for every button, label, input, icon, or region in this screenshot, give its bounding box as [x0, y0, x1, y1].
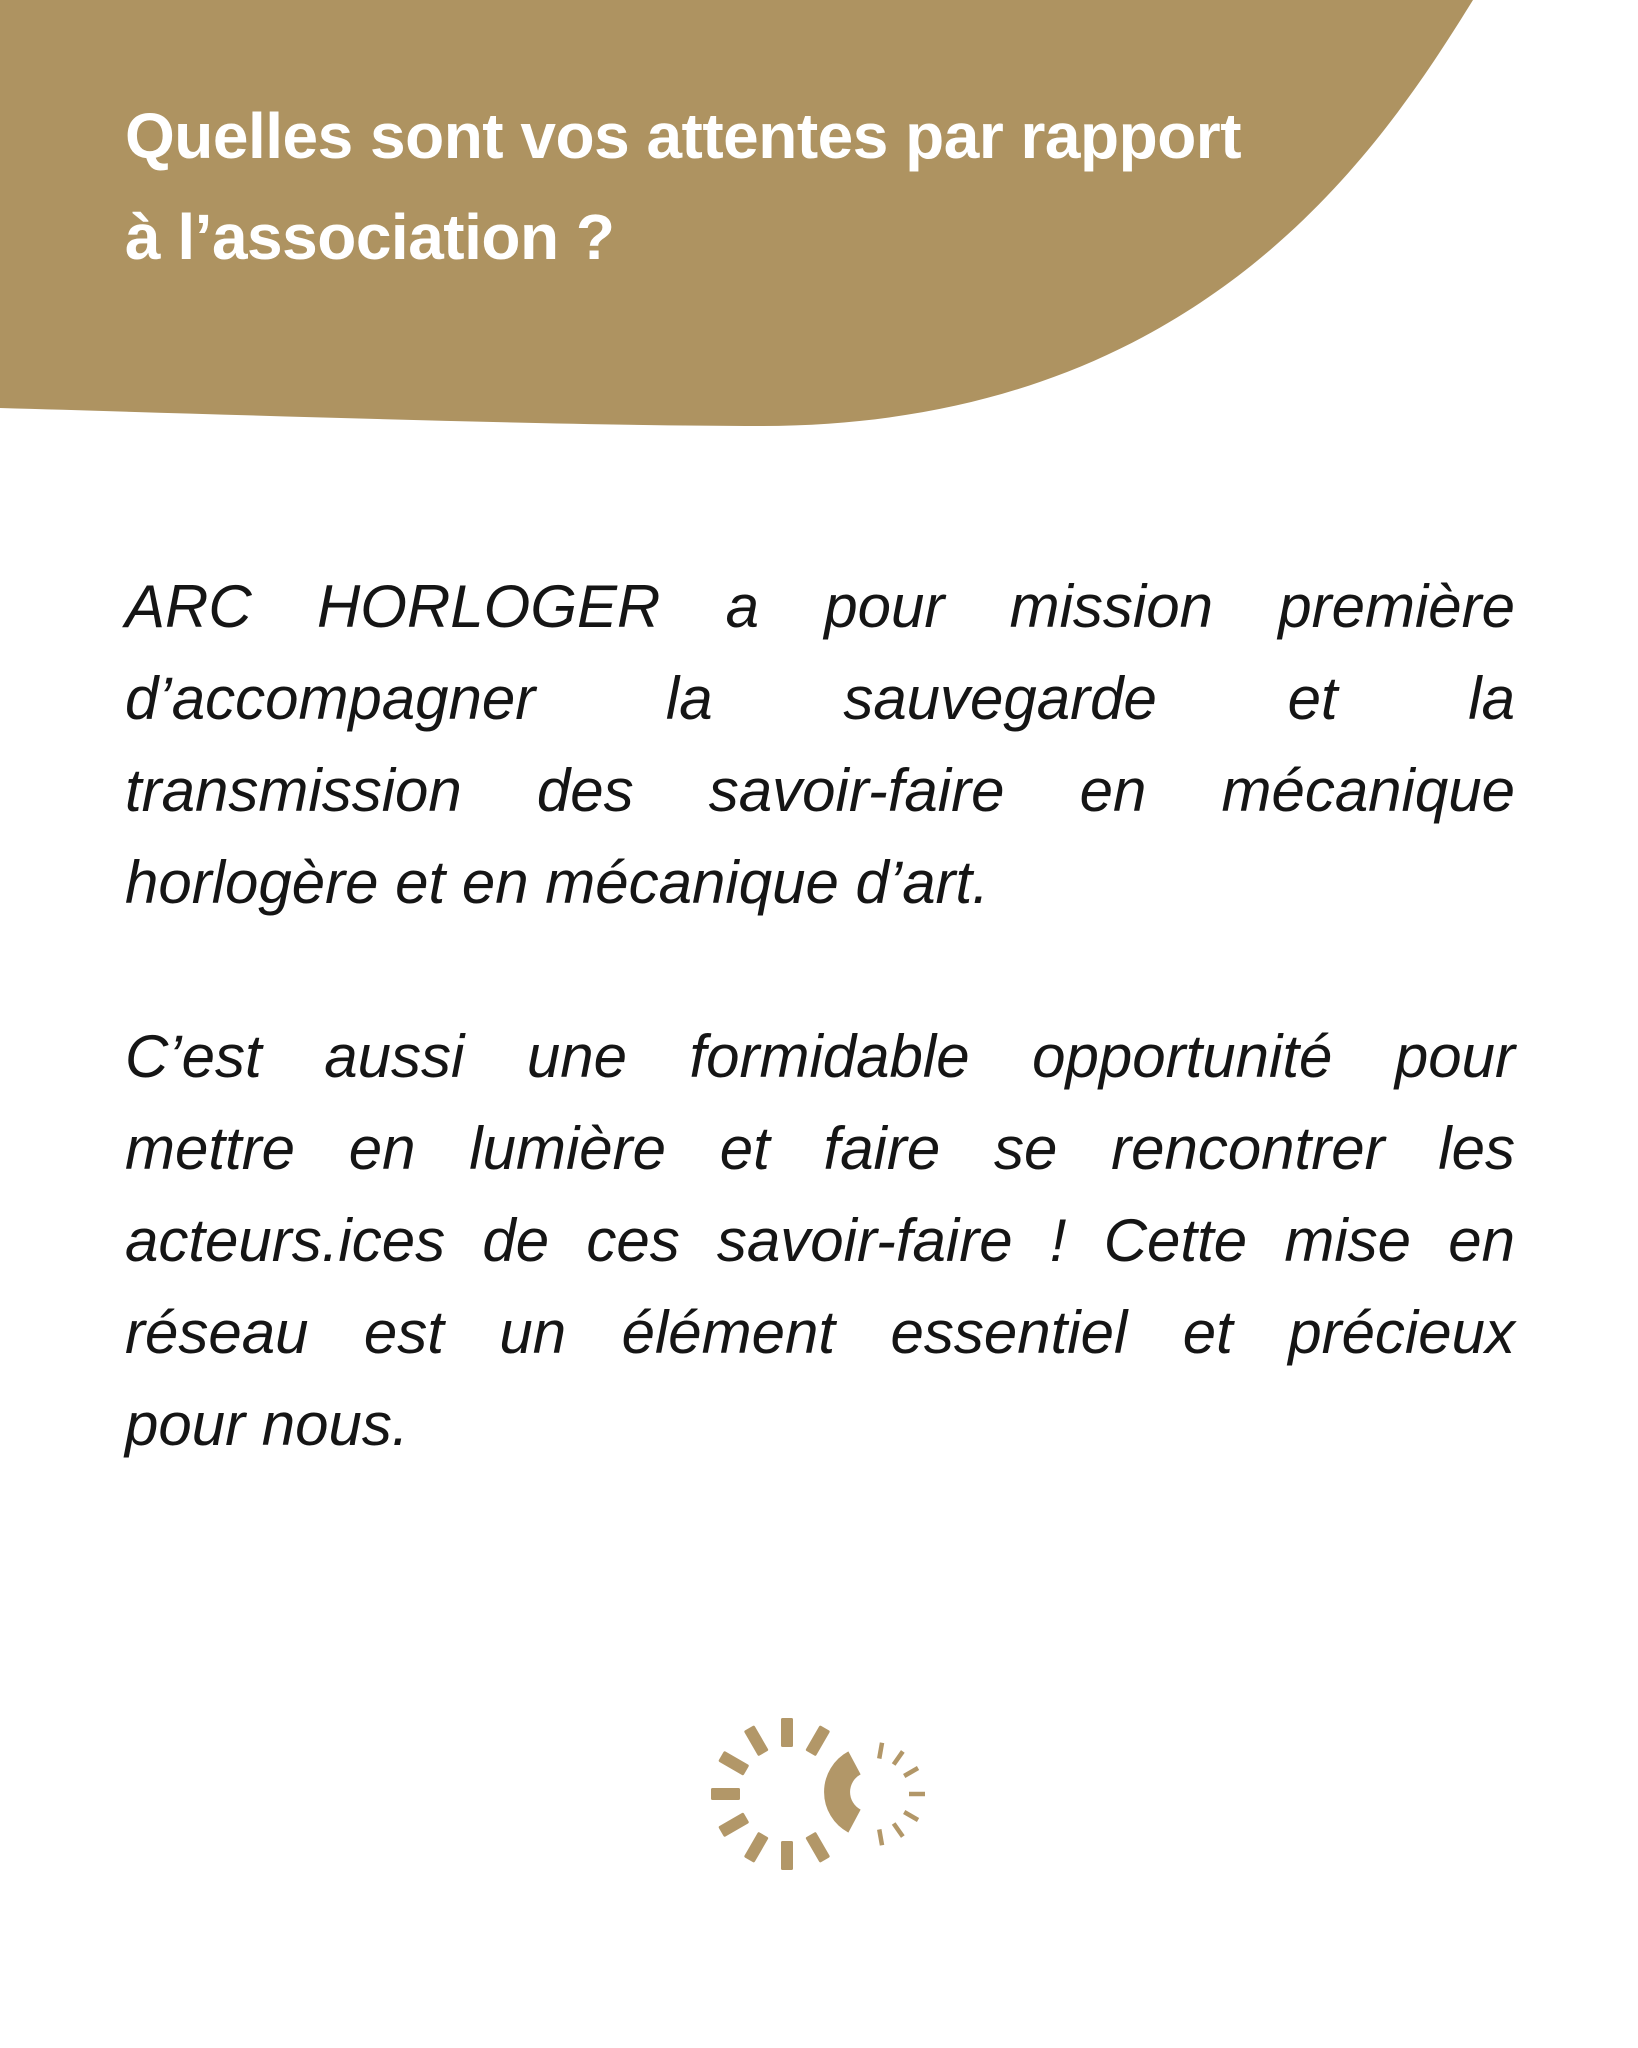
crescent-arc — [837, 1763, 854, 1821]
title-line: à l’association ? — [125, 201, 615, 273]
text-line: horlogère et en mécanique d’art. — [125, 849, 989, 916]
text-line: d’accompagner la sauvegarde et la — [125, 665, 1515, 732]
sun-eclipse-icon — [703, 1714, 935, 1874]
paragraph — [125, 561, 1515, 929]
big-sun-rays — [711, 1718, 830, 1870]
body-text — [125, 561, 1515, 1471]
paragraph — [125, 1011, 1515, 1471]
title-line: Quelles sont vos attentes par rapport — [125, 100, 1241, 172]
text-line: C’est aussi une formidable opportunité pour — [125, 1023, 1515, 1090]
page-title — [125, 86, 1525, 288]
small-sun-rays — [879, 1743, 925, 1845]
text-line: pour nous. — [125, 1391, 409, 1458]
arc-horloger-logo — [703, 1714, 935, 1874]
text-line: mettre en lumière et faire se rencontrer les — [125, 1115, 1515, 1182]
text-line: transmission des savoir-faire en mécanique — [125, 757, 1515, 824]
text-line: réseau est un élément essentiel et précieux — [125, 1299, 1515, 1366]
text-line: ARC HORLOGER a pour mission première — [125, 573, 1515, 640]
text-line: acteurs.ices de ces savoir-faire ! Cette mise en — [125, 1207, 1515, 1274]
